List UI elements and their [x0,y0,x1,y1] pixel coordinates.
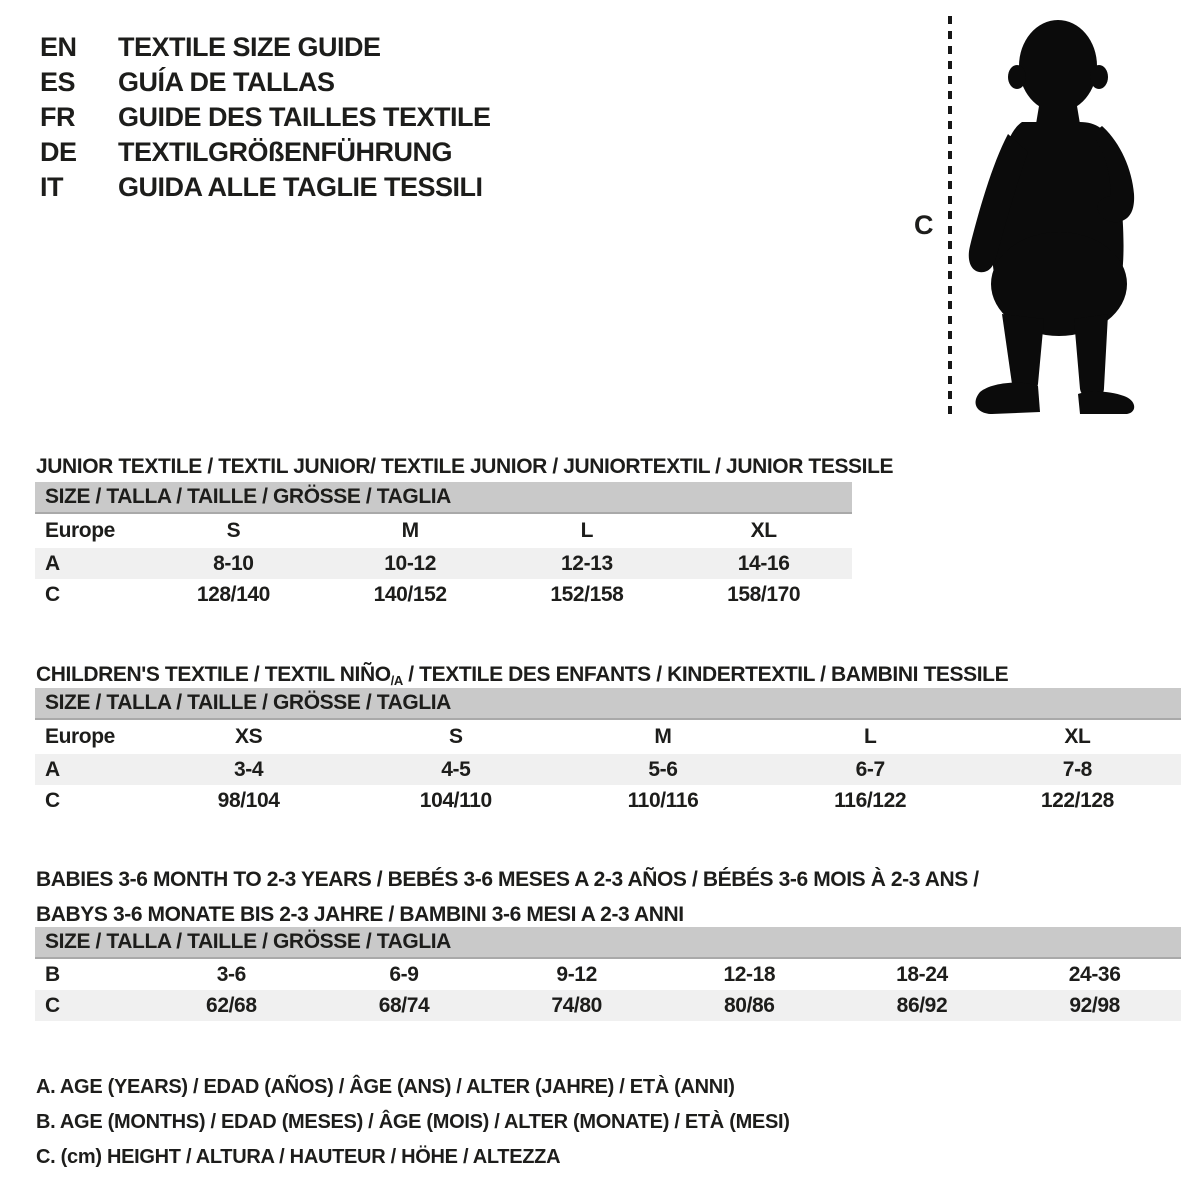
height-cell: 152/158 [550,582,624,606]
col-header-xl: XL [1064,725,1091,748]
age-cell: 7-8 [974,754,1181,785]
age-cell: 3-4 [145,754,352,785]
months-cell: 3-6 [216,962,246,986]
children-age-row [35,754,1181,785]
language-title: TEXTILE SIZE GUIDE [118,32,381,62]
col-header-m: M [401,519,419,542]
row-label-c: C [45,582,60,606]
height-cell: 74/80 [490,990,663,1021]
height-cell: 98/104 [217,788,280,812]
height-cell: 122/128 [1040,788,1114,812]
baby-height-figure [900,0,1160,430]
months-cell: 18-24 [896,962,948,986]
age-cell: 8-10 [145,548,322,579]
months-cell: 6-9 [389,962,419,986]
height-cell: 62/68 [145,990,318,1021]
junior-columns-row [35,513,852,548]
language-code: IT [40,172,63,202]
measurement-legend [36,1070,790,1175]
col-header-l: L [580,519,594,542]
height-cell: 128/140 [196,582,270,606]
age-cell: 12-13 [499,548,676,579]
col-header-s: S [448,725,463,748]
language-title: GUIDA ALLE TAGLIE TESSILI [118,172,483,202]
age-cell: 5-6 [559,754,766,785]
age-cell: 6-7 [767,754,974,785]
children-title-text: CHILDREN'S TEXTILE / TEXTIL NIÑO [36,663,391,687]
height-cell: 104/110 [419,788,492,812]
junior-height-row [35,579,852,610]
language-code: ES [40,67,76,97]
height-cell: 68/74 [318,990,491,1021]
row-label-c: C [35,990,145,1021]
language-title: GUIDE DES TAILLES TEXTILE [118,102,491,132]
children-columns-row [35,719,1181,754]
babies-months-row [35,958,1181,990]
height-cell: 80/86 [663,990,836,1021]
height-cell: 158/170 [727,582,801,606]
col-header-xs: XS [234,725,263,748]
language-row-it [40,170,491,205]
language-title: TEXTILGRÖßENFÜHRUNG [118,137,452,167]
age-cell: 4-5 [352,754,559,785]
legend-line-c: C. (cm) HEIGHT / ALTURA / HAUTEUR / HÖHE / ALTEZZA [36,1146,561,1168]
col-header-xl: XL [750,519,777,542]
size-header-band [35,688,1181,719]
months-cell: 24-36 [1068,962,1121,986]
height-measure-dashed-line [948,16,952,418]
age-cell: 14-16 [675,548,852,579]
months-cell: 12-18 [723,962,776,986]
size-header-text: SIZE / TALLA / TAILLE / GRÖSSE / TAGLIA [35,688,1181,719]
junior-section-title: JUNIOR TEXTILE / TEXTIL JUNIOR/ TEXTILE JUNIOR / JUNIORTEXTIL / JUNIOR TESSILE [36,455,894,479]
row-label-a: A [35,548,145,579]
size-header-text: SIZE / TALLA / TAILLE / GRÖSSE / TAGLIA [35,482,852,513]
junior-size-table [35,482,852,610]
babies-size-table [35,927,1181,1021]
row-label-c: C [45,788,60,812]
language-code: DE [40,137,77,167]
height-cell: 116/122 [834,788,907,812]
height-cell: 92/98 [1008,990,1181,1021]
children-title-subscript: /A [390,673,403,689]
height-measure-label: C [914,210,934,240]
row-label-b: B [45,962,60,986]
junior-age-row [35,548,852,579]
children-title-text: / TEXTILE DES ENFANTS / KINDERTEXTIL / BAMBINI TESSILE [402,663,1009,687]
babies-height-row [35,990,1181,1021]
children-size-table [35,688,1181,816]
size-header-band [35,482,852,513]
col-header-s: S [226,519,241,542]
size-header-text: SIZE / TALLA / TAILLE / GRÖSSE / TAGLIA [35,927,1181,958]
legend-line-b: B. AGE (MONTHS) / EDAD (MESES) / ÂGE (MOIS) / ALTER (MONATE) / ETÀ (MESI) [36,1111,790,1133]
babies-title-line1: BABIES 3-6 MONTH TO 2-3 YEARS / BEBÉS 3-6 MESES A 2-3 AÑOS / BÉBÉS 3-6 MOIS À 2-3 ANS / [36,868,979,892]
age-cell: 10-12 [322,548,499,579]
language-row-en [40,30,491,65]
babies-section-title [36,862,979,932]
language-code: EN [40,32,77,62]
language-row-fr [40,100,491,135]
col-header-m: M [654,725,672,748]
height-cell: 86/92 [836,990,1009,1021]
height-cell: 140/152 [373,582,447,606]
language-title: GUÍA DE TALLAS [118,67,335,97]
region-label: Europe [45,519,115,542]
col-header-l: L [863,725,877,748]
row-label-a: A [35,754,145,785]
baby-silhouette-icon [962,14,1140,419]
language-row-de [40,135,491,170]
language-title-list [40,30,491,205]
language-code: FR [40,102,75,132]
region-label: Europe [45,725,115,748]
size-header-band [35,927,1181,958]
legend-line-a: A. AGE (YEARS) / EDAD (AÑOS) / ÂGE (ANS) / ALTER (JAHRE) / ETÀ (ANNI) [36,1076,735,1098]
language-row-es [40,65,491,100]
babies-title-line2: BABYS 3-6 MONATE BIS 2-3 JAHRE / BAMBINI 3-6 MESI A 2-3 ANNI [36,903,684,927]
months-cell: 9-12 [556,962,597,986]
height-cell: 110/116 [627,788,699,812]
children-height-row [35,785,1181,816]
